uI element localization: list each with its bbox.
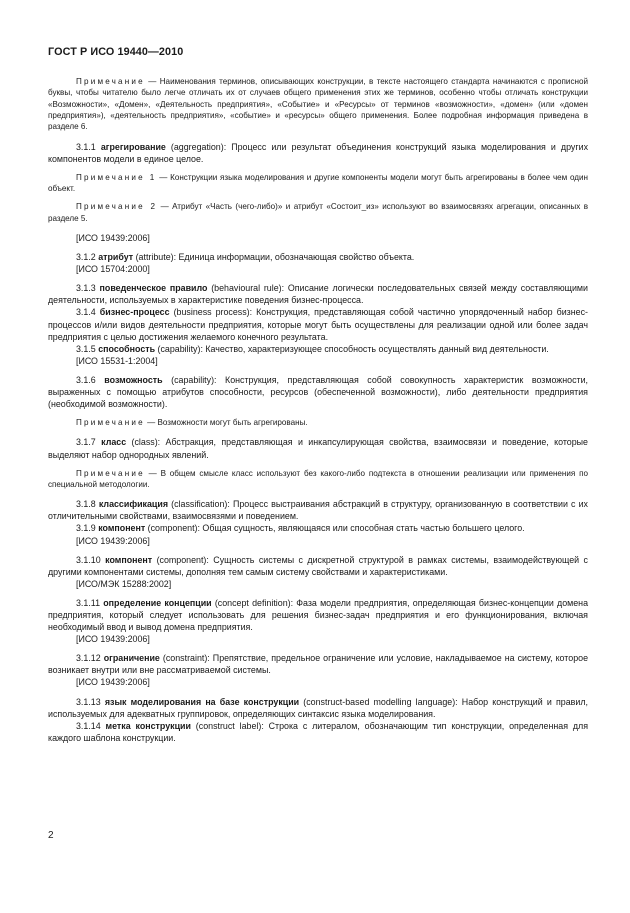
term-definition: (capability): Качество, характеризующее способность осуществлять данный вид деятельности. <box>155 343 549 354</box>
note-text: — В общем смысле класс используют без какого-либо подтекста в отношении реализации или применения по специальной методологии. <box>48 468 588 489</box>
term-name: ограничение <box>103 653 160 664</box>
source-reference: [ИСО 15531-1:2004] <box>76 355 158 366</box>
term-entry <box>48 282 588 306</box>
note-label: Примечание <box>76 418 145 428</box>
document-page <box>48 46 588 744</box>
term-name: класс <box>101 437 127 448</box>
term-name: компонент <box>98 523 146 534</box>
term-definition: (concept definition): Фаза модели предприятия, определяющая бизнес-концепции домена предприятия, который следует использовать для решения бизнес-задач предприятия и его функционирования, включая необходимый ввод и вывод домена предприятия. <box>48 597 589 633</box>
note-text: — Наименования терминов, описывающих конструкции, в тексте настоящего стандарта начинаются с прописной буквы, чтобы читателю было легче отличать их от случаев общего применения этих же терминов, особенно чтобы отличать конструкции «Возможности», «Домен», «Деятельность предприятия», «Событие» и «Ресурсы» от терминов «возможности», «домен» (или «домен предприятия»), «деятельность предприятия», «событие» и «ресурсы» общего применения. Более подробная информация приведена в разделе 6. <box>48 77 588 132</box>
note-text: — Конструкции языка моделирования и другие компоненты модели могут быть агрегированы в более чем один объект. <box>48 172 589 194</box>
term-number: 3.1.10 <box>76 554 101 565</box>
term-name: атрибут <box>98 252 134 263</box>
term-definition: (constraint): Препятствие, предельное ограничение или условие, накладываемое на систему, которое возникает внутри или вне рассматриваемой системы. <box>48 653 589 676</box>
term-entry <box>48 554 588 578</box>
term-number: 3.1.2 <box>76 252 96 263</box>
term-entry <box>48 436 588 460</box>
term-note <box>48 201 588 224</box>
source-reference: [ИСО/МЭК 15288:2002] <box>76 578 172 589</box>
term-note <box>48 468 588 491</box>
term-name: компонент <box>105 554 153 565</box>
source-reference: [ИСО 19439:2006] <box>76 535 150 546</box>
term-name: язык моделирования на базе конструкции <box>104 696 300 707</box>
term-entry <box>48 498 588 522</box>
term-entry <box>48 374 588 410</box>
term-entry <box>48 720 588 744</box>
terms-list <box>48 141 588 744</box>
term-name: возможность <box>104 374 163 385</box>
term-number: 3.1.14 <box>76 720 101 731</box>
term-entry <box>48 522 588 534</box>
term-name: классификация <box>98 499 169 510</box>
term-note <box>48 417 588 428</box>
term-name: способность <box>98 343 156 354</box>
term-definition: (aggregation): Процесс или результат объединения конструкций языка моделирования и других компонентов модели в единое целое. <box>48 141 589 164</box>
note-label: Примечание <box>76 77 145 87</box>
term-entry <box>48 251 588 263</box>
term-name: поведенческое правило <box>99 283 208 294</box>
source-reference: [ИСО 19439:2006] <box>76 634 150 645</box>
page-number: 2 <box>48 830 54 841</box>
note-label: Примечание 2 <box>76 202 158 212</box>
term-number: 3.1.6 <box>76 374 96 385</box>
term-entry <box>48 652 588 676</box>
term-number: 3.1.1 <box>76 141 96 152</box>
term-definition: (attribute): Единица информации, обозначающая свойство объекта. <box>133 252 415 263</box>
term-number: 3.1.7 <box>76 437 96 448</box>
term-number: 3.1.11 <box>76 597 101 608</box>
term-note <box>48 172 588 195</box>
term-definition: (capability): Конструкция, представляющая собой совокупность характеристик возможности, выраженных с помощью атрибутов способности, ресурсов (обеспеченной возможности), либо деятельности предприятия (необходимой возможности). <box>48 374 588 410</box>
term-name: агрегирование <box>100 141 166 152</box>
term-definition: (classification): Процесс выстраивания абстракций в структуру, организованную в соответствии с их отличительными свойствами, взаимосвязями и поведением. <box>48 499 588 522</box>
term-entry <box>48 141 588 165</box>
term-definition: (behavioural rule): Описание логически последовательных связей между составляющими деятельности, используемых в характеристике поведения бизнес-процесса. <box>48 283 588 306</box>
term-number: 3.1.5 <box>76 343 96 354</box>
term-number: 3.1.4 <box>76 307 96 318</box>
term-number: 3.1.13 <box>76 696 101 707</box>
term-number: 3.1.3 <box>76 283 96 294</box>
term-definition: (business process): Конструкция, представляющая собой частично упорядоченный набор бизнес-процессов и/или видов деятельности предприятия, которые могут быть осуществлены для реализации одной или более задач предприятия с целью достижения желаемого конечного результата. <box>48 307 588 342</box>
intro-note <box>48 76 588 132</box>
term-definition: (component): Общая сущность, являющаяся или способная стать частью большего целого. <box>145 523 525 534</box>
term-number: 3.1.12 <box>76 653 101 664</box>
document-header: ГОСТ Р ИСО 19440—2010 <box>48 46 184 58</box>
term-name: бизнес-процесс <box>99 307 170 318</box>
term-definition: (construct-based modelling language): Набор конструкций и правил, используемых для адекватных группировок, определяющих синтаксис языка моделирования. <box>48 696 588 719</box>
term-entry <box>48 306 588 342</box>
term-entry <box>48 343 588 355</box>
note-text: — Атрибут «Часть (чего-либо)» и атрибут «Состоит_из» используют во взаимосвязях агрегации, описанных в разделе 5. <box>48 202 588 223</box>
note-text: — Возможности могут быть агрегированы. <box>144 418 308 428</box>
term-number: 3.1.8 <box>76 499 96 510</box>
source-reference: [ИСО 19439:2006] <box>76 232 150 243</box>
source-reference: [ИСО 15704:2000] <box>76 264 150 275</box>
note-label: Примечание 1 <box>76 172 157 182</box>
term-definition: (component): Сущность системы с дискретной структурой в рамках системы, взаимодействующей с другими компонентами системы, дополняя тем самым систему свойствами и характеристиками. <box>48 554 588 577</box>
term-definition: (construct label): Строка с литералом, обозначающим тип конструкции, определенная для каждого шаблона конструкции. <box>48 720 589 743</box>
term-entry <box>48 696 588 720</box>
source-reference: [ИСО 19439:2006] <box>76 677 150 688</box>
term-definition: (class): Абстракция, представляющая и инкапсулирующая свойства, взаимосвязи и поведение, которые выделяют набор однородных явлений. <box>48 437 588 460</box>
term-number: 3.1.9 <box>76 523 96 534</box>
term-entry <box>48 597 588 633</box>
term-name: метка конструкции <box>105 720 191 731</box>
term-name: определение концепции <box>103 597 212 608</box>
note-label: Примечание <box>76 468 145 478</box>
